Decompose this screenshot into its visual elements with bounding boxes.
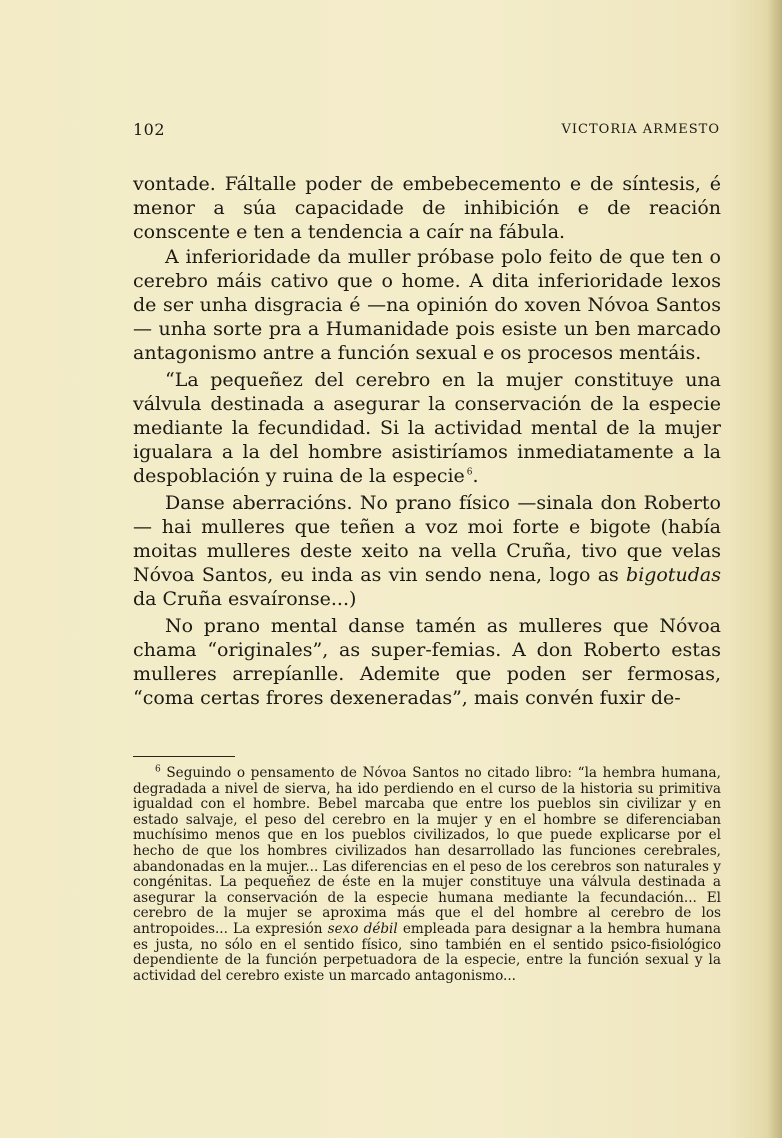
footnote-ref: 6 [466,468,473,479]
page-edge-shadow [768,0,782,1138]
paragraph-4-italic: bigotudas [626,564,721,587]
paragraph-2: A inferioridade da muller próbase polo feito de que ten o cerebro máis cativo que o home. A dita inferioridade lexos de ser unha disgracia é —na opinión do xoven Nóvoa Santos— unha sorte pra a Humanidade pois esiste un ben marcado antagonismo antre a función sexual e os procesos mentáis. [133,245,721,365]
body-text [133,172,721,710]
paragraph-3-quote [133,368,721,489]
footnote-paragraph [133,766,721,984]
footnote [133,766,721,984]
page-header [133,120,720,144]
paragraph-4-text-a: Danse aberracións. No prano físico —sinala don Roberto— hai mulleres que teñen a voz moi forte e bigote (había moitas mulleres deste xeito na vella Cruña, tivo que velas Nóvoa Santos, eu inda as vin sendo nena, logo as [133,491,721,587]
footnote-text-b: empleada para designar a la hembra humana es justa, no sólo en el sentido físico, sino también en el sentido psico-fisiológico dependiente de la función perpetuadora de la especie, entre la función sexual y la actividad del cerebro existe un marcado antagonismo... [133,920,721,984]
footnote-marker: 6 [155,764,161,775]
paragraph-1: vontade. Fáltalle poder de embebecemento e de síntesis, é menor a súa capacidade de inhibición e de reación conscente e ten a tendencia a caír na fábula. [133,173,721,244]
quote-end: . [472,465,479,488]
quote-text: “La pequeñez del cerebro en la mujer constituye una válvula destinada a asegurar la conservación de la especie mediante la fecundidad. Si la actividad mental de la mujer igualara a la del hombre asistiríamos inmediatamente a la despoblación y ruina de la especie [133,368,721,488]
paragraph-4-text-b: da Cruña esvaíronse...) [133,588,357,611]
footnote-rule [133,756,235,757]
page-number: 102 [133,120,166,139]
footnote-italic: sexo débil [327,920,398,937]
footnote-text-a: Seguindo o pensamento de Nóvoa Santos no citado libro: “la hembra humana, degradada a nivel de sierva, ha ido perdiendo en el curso de la historia su primitiva igualdad con el hombre. Bebel marcaba que entre los pueblos sin civilizar y en estado salvaje, el peso del cerebro en la mujer y en el hombre se diferenciaban muchísimo menos que en los pueblos civilizados, lo que puede explicarse por el hecho de que los hombres civilizados han desarrollado las funciones cerebrales, abandonadas en la mujer... Las diferencias en el peso de los cerebros son naturales y congénitas. La pequeñez de éste en la mujer constituye una válvula destinada a asegurar la conservación de la especie humana mediante la fecundación... El cerebro de la mujer se aproxima más que el del hombre al cerebro de los antropoides... La expresión [133,765,721,937]
paragraph-5: No prano mental danse tamén as mulleres que Nóvoa chama “originales”, as super-femias. A don Roberto estas mulleres arrepíanlle. Ademite que poden ser fermosas, “coma certas frores dexeneradas”, mais convén fuxir de- [133,614,721,710]
paragraph-4 [133,491,721,612]
running-head: VICTORIA ARMESTO [561,122,720,137]
